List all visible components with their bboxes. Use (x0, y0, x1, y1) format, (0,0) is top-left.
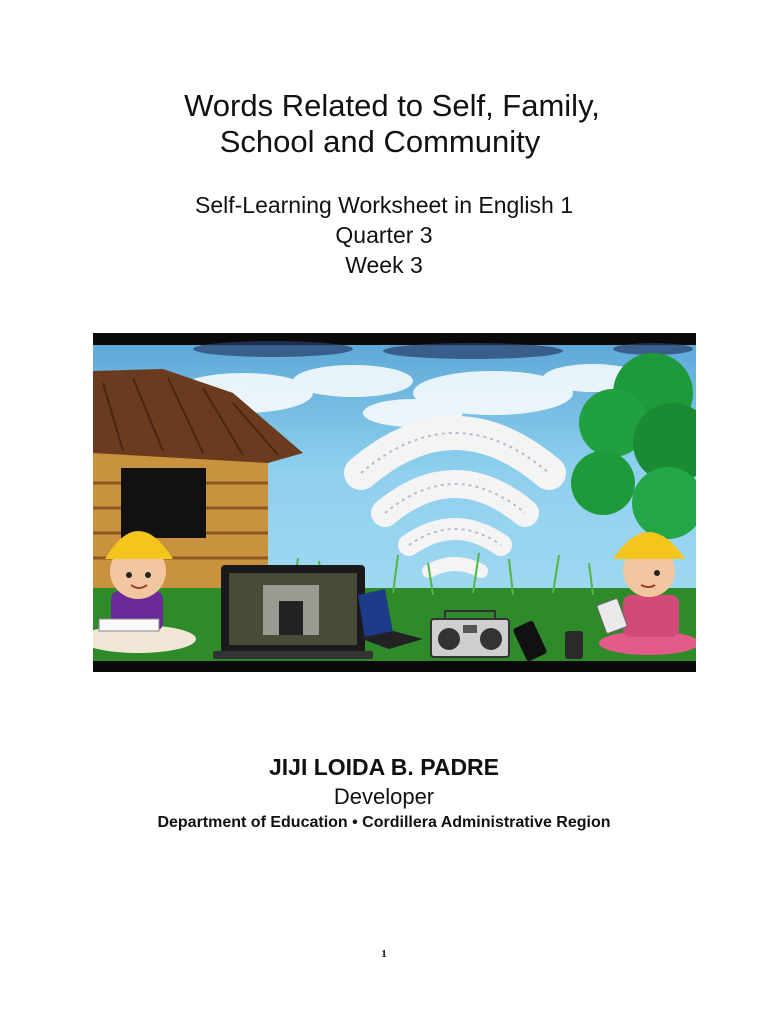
subtitle-week: Week 3 (345, 252, 423, 278)
laptop-icon (213, 565, 373, 659)
title-line-2: School and Community (219, 124, 541, 159)
author-name: JIJI LOIDA B. PADRE (268, 754, 500, 780)
title-line-1: Words Related to Self, Family, (184, 88, 600, 123)
department: Department of Education • Cordillera Administrative Region (157, 814, 611, 831)
page-number: 1 (381, 948, 387, 960)
cover-illustration (93, 333, 696, 672)
subtitle-quarter: Quarter 3 (335, 222, 433, 248)
subtitle-worksheet: Self-Learning Worksheet in English 1 (194, 192, 573, 218)
cover-illustration-svg (93, 333, 696, 672)
author-role: Developer (333, 784, 435, 809)
